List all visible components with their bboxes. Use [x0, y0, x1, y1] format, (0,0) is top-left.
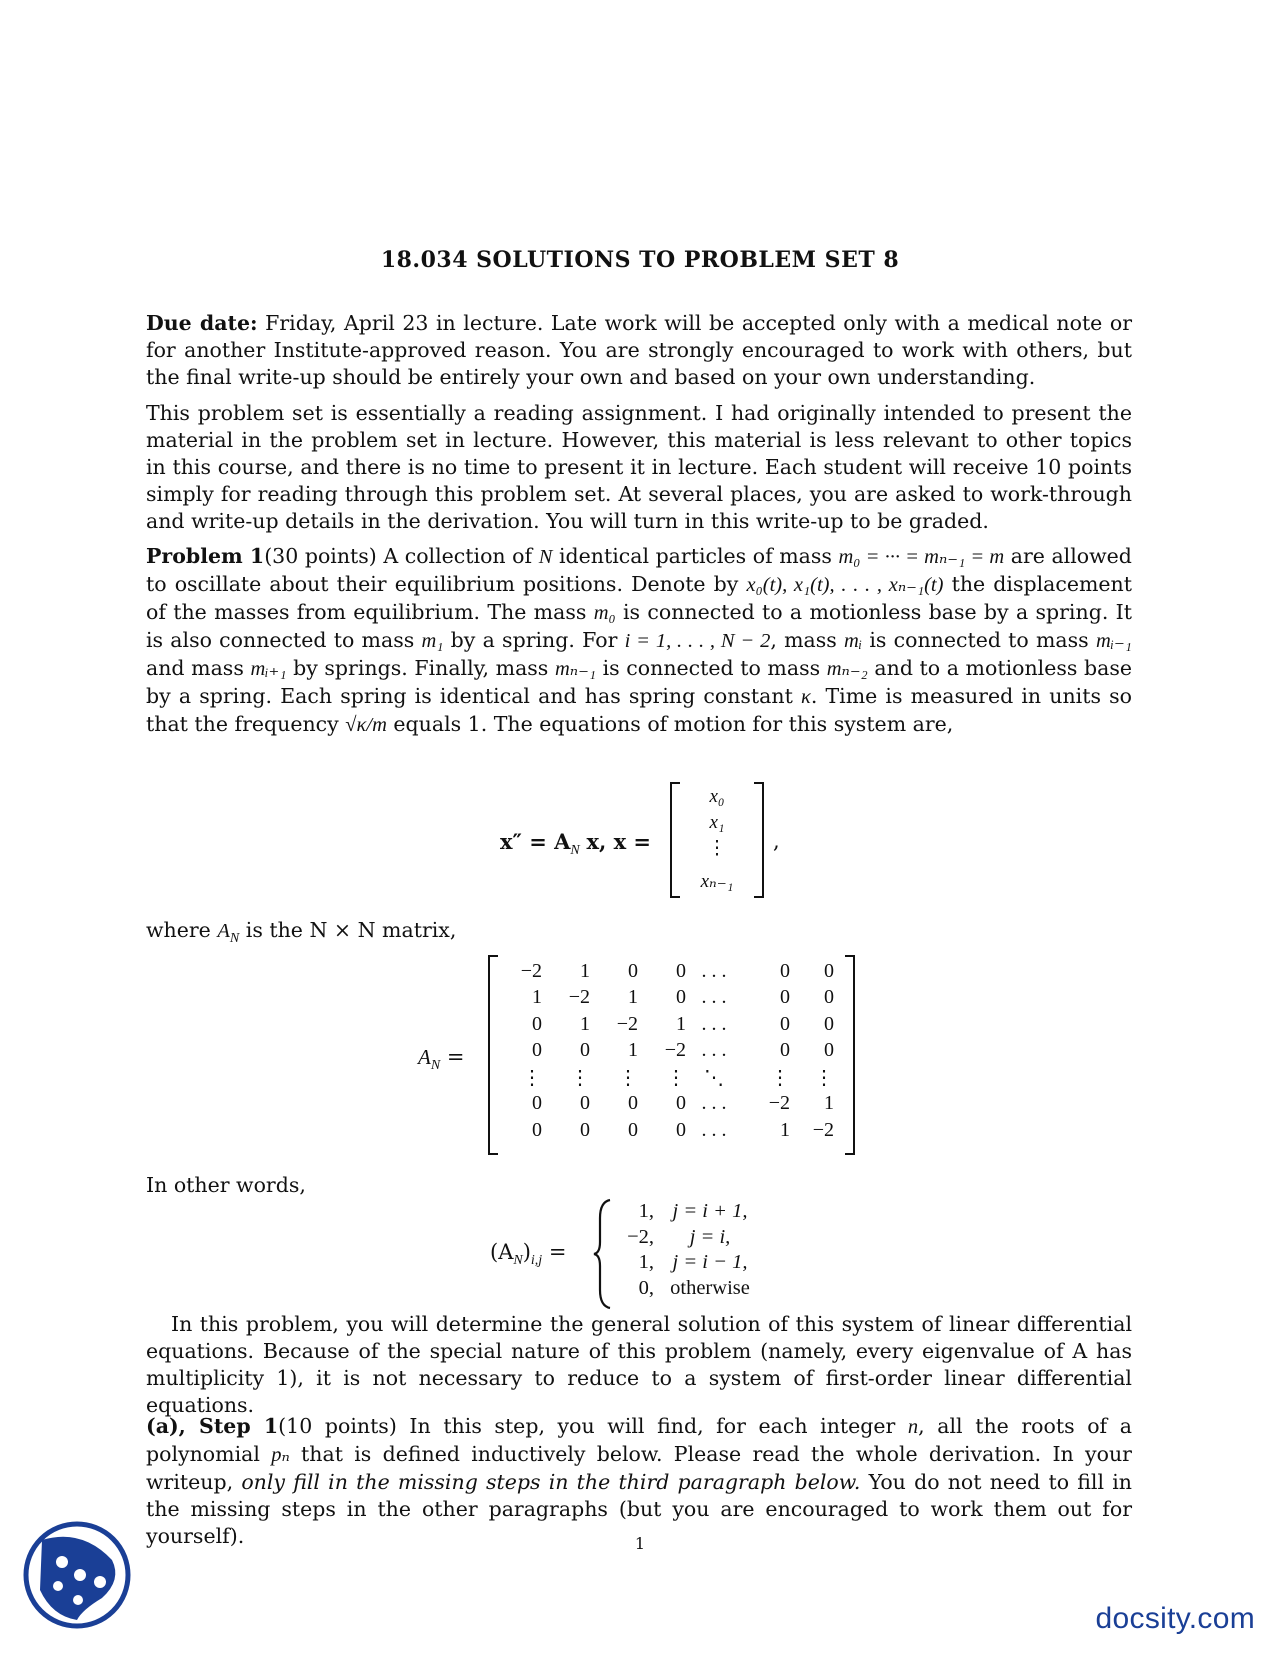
math-mip1: mᵢ₊₁ — [250, 658, 287, 680]
matrix-cell: 0 — [628, 959, 638, 982]
matrix-cell: 0 — [824, 986, 834, 1009]
case-value: −2, — [627, 1225, 654, 1248]
cases-lhs-open: (A — [490, 1240, 514, 1264]
where-text: where — [146, 918, 211, 942]
math-mNm2: mₙ₋₂ — [826, 658, 868, 680]
math-N: N — [538, 546, 553, 568]
cases-list — [620, 1200, 760, 1302]
step-1-points: (10 points) — [278, 1414, 397, 1438]
page-title: 18.034 SOLUTIONS TO PROBLEM SET 8 — [380, 247, 900, 273]
state-vector — [670, 782, 764, 898]
problem-1-paragraph — [146, 543, 1132, 739]
problem-text: by a spring. For — [450, 628, 618, 652]
matrix-cell: 1 — [780, 1118, 790, 1141]
problem-text: and mass — [146, 656, 244, 680]
problem-text: A collection of — [383, 544, 533, 568]
matrix-cell: . . . — [701, 1118, 727, 1141]
matrix-cell: . . . — [701, 1012, 727, 1035]
problem-text: and to a motionless base by a spring. Each spring is identical and has spring constant — [146, 656, 1132, 708]
math-positions: x₀(t), x₁(t), . . . , xₙ₋₁(t) — [746, 574, 944, 596]
matrix-cell: −2 — [520, 959, 542, 982]
page-number: 1 — [634, 1534, 646, 1553]
matrix-cell: 0 — [676, 959, 686, 982]
due-date-paragraph — [146, 310, 1132, 391]
matrix-cell: 0 — [628, 1092, 638, 1115]
math-range: i = 1, . . . , N − 2 — [624, 630, 771, 652]
matrix-cell: −2 — [664, 1039, 686, 1062]
matrix-cell: 1 — [580, 1012, 590, 1035]
case-row — [620, 1251, 760, 1277]
math-masses: m₀ = ··· = mₙ₋₁ = m — [838, 546, 1005, 568]
case-condition: j = i − 1, — [672, 1251, 748, 1273]
cases-lhs-sub: N — [513, 1253, 523, 1269]
problem-intro-paragraph: In this problem, you will determine the general solution of this system of linear differential equations. Because of the special nature of this problem (namely, every eigenvalue of A has multiplicity 1), it is not necessary to reduce to a system of first-order linear differential equations. — [146, 1312, 1132, 1417]
cases-brace — [592, 1198, 614, 1310]
matrix-table — [502, 958, 834, 1144]
matrix-cell: 0 — [628, 1118, 638, 1141]
matrix-cell: 0 — [780, 1012, 790, 1035]
brand-watermark[interactable]: docsity.com — [1095, 1602, 1255, 1635]
math-mi: mᵢ — [844, 630, 863, 652]
step-text: that is defined inductively below. Please read the whole derivation. In your writeup, — [146, 1442, 1132, 1494]
matrix-cell: 0 — [580, 1092, 590, 1115]
problem-text: by springs. Finally, mass — [293, 656, 549, 680]
matrix-cell: ⋱ — [704, 1066, 724, 1089]
problem-text: the displacement of the masses from equilibrium. The mass — [146, 572, 1132, 624]
matrix-cell: 0 — [676, 1118, 686, 1141]
where-rest: is the N × N matrix, — [245, 918, 457, 942]
matrix-cell: 1 — [580, 959, 590, 982]
step-text: You do not need to fill in the missing steps in the other paragraphs (but you are encouraged to work them out for yourself). — [146, 1470, 1132, 1548]
matrix-cell: ⋮ — [570, 1066, 590, 1089]
problem-1-label: Problem 1 — [146, 544, 265, 568]
other-words: In other words, — [146, 1173, 306, 1197]
matrix-cell: . . . — [701, 986, 727, 1009]
matrix-cell: . . . — [701, 1039, 727, 1062]
due-date-text: Friday, April 23 in lecture. Late work will be accepted only with a medical note or for another Institute-approved reason. You are strongly encouraged to work with others, but the final write-up should be entirely your own and based on your own understanding. — [146, 311, 1132, 389]
matrix-label-sub: N — [430, 1058, 441, 1074]
step-text: , all the roots of a polynomial — [146, 1414, 1132, 1466]
matrix-cell: . . . — [701, 1092, 727, 1115]
matrix-label-A: A — [418, 1045, 431, 1069]
matrix-row — [502, 1117, 834, 1144]
matrix-cell: −2 — [616, 1012, 638, 1035]
matrix-cell: ⋮ — [814, 1066, 834, 1089]
matrix-cell: 0 — [824, 1012, 834, 1035]
matrix-cell: 0 — [532, 1092, 542, 1115]
equation-mid: x, x = — [586, 829, 652, 854]
matrix-cell: 1 — [824, 1092, 834, 1115]
due-date-label: Due date: — [146, 311, 258, 335]
step-text: In this step, you will find, for each integer — [409, 1414, 896, 1438]
equation-comma: , — [773, 829, 780, 853]
matrix-cell: −2 — [768, 1092, 790, 1115]
matrix-cell: 1 — [628, 986, 638, 1009]
matrix-cell: 0 — [824, 1039, 834, 1062]
matrix-cell: 0 — [580, 1118, 590, 1141]
intro-paragraph: This problem set is essentially a reading assignment. I had originally intended to present the material in the problem set in lecture. However, this material is less relevant to other topics in this course, and there is no time to present it in lecture. Each student will receive 10 points simply for reading through this problem set. At several places, you are asked to work-through and write-up details in the derivation. You will turn in this write-up to be graded. — [146, 401, 1132, 533]
matrix-cell: −2 — [812, 1118, 834, 1141]
vector-entry: x₀ — [709, 786, 725, 807]
math-mim1: mᵢ₋₁ — [1095, 630, 1132, 652]
matrix-cell: 0 — [532, 1039, 542, 1062]
math-sub: N — [229, 931, 240, 947]
case-row — [620, 1200, 760, 1226]
math-m0: m₀ — [593, 602, 616, 624]
matrix-cell: −2 — [568, 986, 590, 1009]
matrix-cell: 0 — [676, 986, 686, 1009]
problem-text: equals 1. The equations of motion for this system are, — [393, 712, 954, 736]
equation-of-motion — [500, 829, 651, 859]
matrix-row — [502, 958, 834, 985]
matrix-cell: ⋮ — [522, 1066, 542, 1089]
step-1-label: (a), Step 1 — [146, 1414, 279, 1438]
step-1-paragraph — [146, 1413, 1132, 1550]
problem-text: is connected to mass — [602, 656, 821, 680]
problem-text: are allowed to oscillate about their equilibrium positions. Denote by — [146, 544, 1132, 596]
matrix-cell: ⋮ — [770, 1066, 790, 1089]
matrix-row — [502, 985, 834, 1012]
matrix-row — [502, 1011, 834, 1038]
equation-lhs: x″ = A — [500, 829, 571, 854]
matrix-cell: 0 — [780, 1039, 790, 1062]
math-kappa: κ — [800, 686, 811, 708]
case-value: 1, — [638, 1200, 654, 1222]
case-value: 1, — [638, 1251, 654, 1273]
step-emphasis: only fill in the missing steps in the third paragraph below. — [241, 1470, 861, 1494]
case-value: 0, — [638, 1276, 654, 1299]
matrix-cell: ⋮ — [666, 1066, 686, 1089]
problem-text: is connected to a motionless base by a spring. It is also connected to mass — [146, 600, 1132, 652]
vector-entry: ⋮ — [707, 837, 727, 859]
docsity-logo-icon — [22, 1520, 132, 1630]
matrix-cell: 0 — [532, 1012, 542, 1035]
problem-text: identical particles of mass — [558, 544, 832, 568]
vector-entry: x₁ — [709, 812, 725, 833]
matrix-cell: 1 — [676, 1012, 686, 1035]
case-condition: j = i, — [689, 1225, 731, 1248]
math-m1: m₁ — [421, 630, 444, 652]
problem-1-points: (30 points) — [264, 544, 377, 568]
equation-subscript: N — [570, 843, 580, 859]
matrix-row — [502, 1091, 834, 1118]
matrix-equals: = — [446, 1045, 465, 1069]
cases-lhs-index: i,j — [530, 1253, 543, 1269]
case-row — [620, 1226, 760, 1252]
matrix-cell: 1 — [628, 1039, 638, 1062]
matrix-cell: 0 — [824, 959, 834, 982]
case-row — [620, 1277, 760, 1303]
cases-lhs-close: ) — [522, 1240, 531, 1264]
cases-equals: = — [548, 1240, 567, 1264]
math-pn: pₙ — [271, 1444, 290, 1466]
case-condition: j = i + 1, — [672, 1200, 748, 1222]
matrix-cell: 0 — [580, 1039, 590, 1062]
math-frequency: √κ/m — [345, 714, 387, 736]
case-condition: otherwise — [670, 1276, 750, 1299]
matrix-cell: 0 — [780, 986, 790, 1009]
matrix-AN — [488, 955, 855, 1155]
where-line — [146, 917, 1132, 952]
math-n: n — [907, 1416, 919, 1438]
cases-lhs — [490, 1240, 566, 1269]
matrix-cell: . . . — [701, 959, 727, 982]
problem-text: is connected to mass — [869, 628, 1089, 652]
matrix-cell: 0 — [780, 959, 790, 982]
matrix-row — [502, 1038, 834, 1065]
matrix-cell: ⋮ — [618, 1066, 638, 1089]
matrix-cell: 1 — [532, 986, 542, 1009]
matrix-row — [502, 1064, 834, 1091]
math-A: A — [217, 920, 230, 942]
matrix-cell: 0 — [532, 1118, 542, 1141]
matrix-cell: 0 — [676, 1092, 686, 1115]
matrix-label — [418, 1045, 464, 1074]
problem-text: . Time is measured in units so that the frequency — [146, 684, 1132, 736]
math-mNm1: mₙ₋₁ — [554, 658, 597, 680]
problem-text: , mass — [770, 628, 837, 652]
vector-entry: xₙ₋₁ — [700, 871, 734, 892]
